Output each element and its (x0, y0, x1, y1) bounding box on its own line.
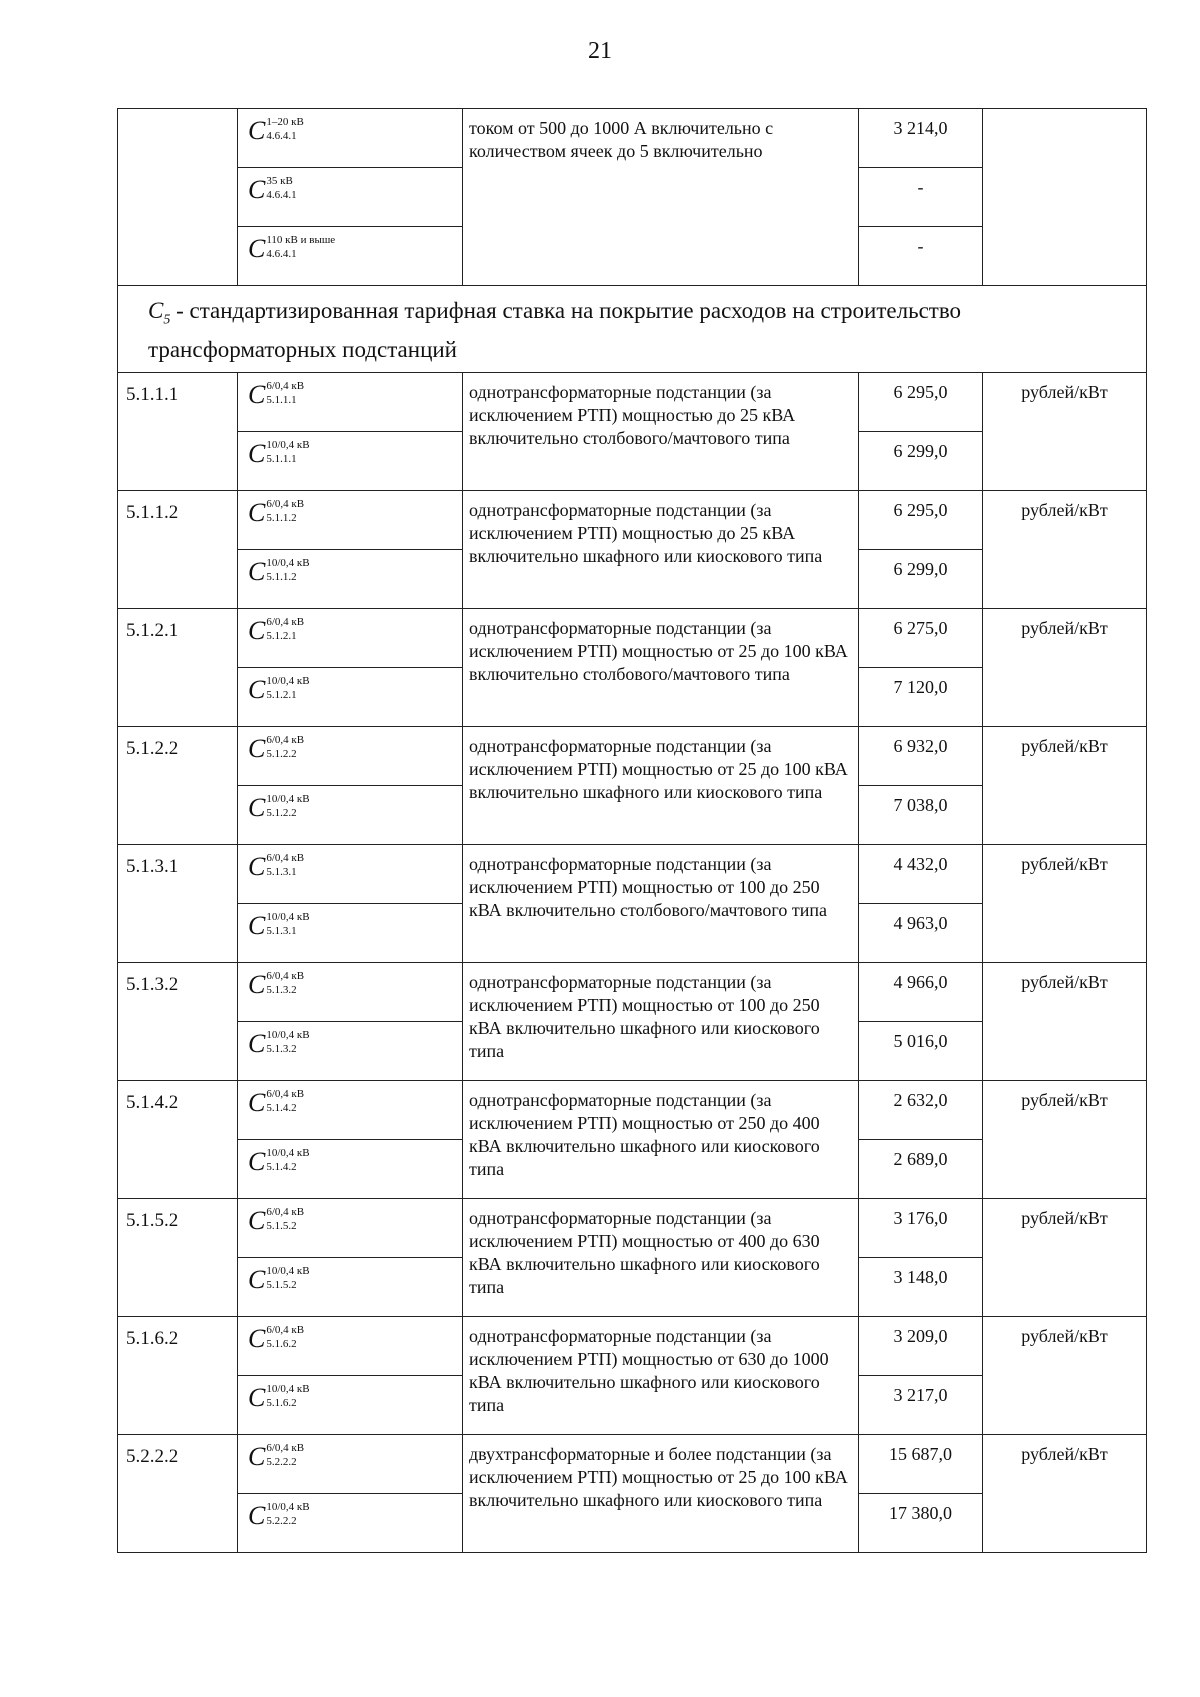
rate-symbol: C 6/0,4 кВ 5.1.2.2 (248, 733, 305, 763)
table-row (118, 1316, 1147, 1375)
rate-value: 6 295,0 (859, 490, 983, 549)
table-row (118, 109, 1147, 168)
rate-symbol-cell (238, 726, 463, 785)
section-row (118, 286, 1147, 373)
rate-symbol-cell (238, 549, 463, 608)
row-unit: рублей/кВт (983, 490, 1147, 608)
symbol-voltage: 35 кВ (266, 175, 293, 187)
rate-symbol-cell (238, 667, 463, 726)
rate-symbol: C 1–20 кВ 4.6.4.1 (248, 116, 304, 145)
table-row (118, 490, 1147, 549)
symbol-index: 5.2.2.2 (266, 1455, 297, 1468)
row-code: 5.1.2.2 (118, 726, 238, 844)
row-code: 5.1.1.1 (118, 372, 238, 490)
row-code: 5.1.4.2 (118, 1080, 238, 1198)
symbol-index: 5.1.1.2 (266, 511, 297, 524)
rate-value: 17 380,0 (859, 1493, 983, 1552)
rate-symbol: C 6/0,4 кВ 5.1.3.1 (248, 851, 305, 881)
rate-symbol-cell (238, 1139, 463, 1198)
rate-symbol: C 6/0,4 кВ 5.1.2.1 (248, 615, 305, 645)
row-unit: рублей/кВт (983, 1080, 1147, 1198)
table-row (118, 962, 1147, 1021)
table-row (118, 1080, 1147, 1139)
rate-value: 7 120,0 (859, 667, 983, 726)
row-code: 5.1.3.2 (118, 962, 238, 1080)
symbol-index: 4.6.4.1 (266, 130, 297, 142)
rate-symbol: C 10/0,4 кВ 5.1.5.2 (248, 1264, 310, 1294)
rate-symbol: C 35 кВ 4.6.4.1 (248, 175, 297, 204)
symbol-index: 5.1.4.2 (266, 1160, 297, 1173)
row-unit: рублей/кВт (983, 1434, 1147, 1552)
tariff-table (117, 108, 1147, 1553)
row-description: однотрансформаторные подстанции (за исключением РТП) мощностью до 25 кВА включительно шкафного или киоскового типа (463, 490, 859, 608)
rate-value: 6 275,0 (859, 608, 983, 667)
rate-value: 2 632,0 (859, 1080, 983, 1139)
symbol-voltage: 10/0,4 кВ (266, 1028, 310, 1041)
rate-symbol-cell (238, 785, 463, 844)
row-description: двухтрансформаторные и более подстанции (за исключением РТП) мощностью от 25 до 100 кВА включительно шкафного или киоскового типа (463, 1434, 859, 1552)
symbol-index: 5.1.3.2 (266, 983, 297, 996)
rate-value: 6 932,0 (859, 726, 983, 785)
symbol-voltage: 6/0,4 кВ (266, 379, 305, 392)
rate-symbol-cell (238, 1434, 463, 1493)
rate-symbol-cell (238, 962, 463, 1021)
rate-value: 3 217,0 (859, 1375, 983, 1434)
symbol-voltage: 6/0,4 кВ (266, 497, 305, 510)
row-description: однотрансформаторные подстанции (за исключением РТП) мощностью от 25 до 100 кВА включительно столбового/мачтового типа (463, 608, 859, 726)
symbol-index: 4.6.4.1 (266, 189, 297, 201)
rate-value: 6 299,0 (859, 431, 983, 490)
symbol-index: 5.1.4.2 (266, 1101, 297, 1114)
symbol-index: 4.6.4.1 (266, 248, 297, 260)
rate-symbol-cell (238, 1316, 463, 1375)
row-description: однотрансформаторные подстанции (за исключением РТП) мощностью от 25 до 100 кВА включительно шкафного или киоскового типа (463, 726, 859, 844)
rate-value: 4 963,0 (859, 903, 983, 962)
rate-value: 15 687,0 (859, 1434, 983, 1493)
table-row (118, 1198, 1147, 1257)
rate-symbol-cell (238, 168, 463, 227)
table-row (118, 372, 1147, 431)
rate-value: 4 432,0 (859, 844, 983, 903)
symbol-index: 5.1.3.1 (266, 924, 297, 937)
row-code: 5.1.2.1 (118, 608, 238, 726)
symbol-voltage: 10/0,4 кВ (266, 674, 310, 687)
rate-symbol-cell (238, 1198, 463, 1257)
rate-value: - (859, 168, 983, 227)
symbol-index: 5.1.2.1 (266, 629, 297, 642)
rate-symbol-cell (238, 608, 463, 667)
symbol-voltage: 10/0,4 кВ (266, 792, 310, 805)
symbol-voltage: 6/0,4 кВ (266, 1441, 305, 1454)
symbol-index: 5.1.1.2 (266, 570, 297, 583)
symbol-voltage: 10/0,4 кВ (266, 1264, 310, 1277)
page-number: 21 (588, 38, 612, 64)
description-cell: током от 500 до 1000 А включительно с количеством ячеек до 5 включительно (463, 109, 859, 286)
row-unit: рублей/кВт (983, 1198, 1147, 1316)
rate-symbol: C 10/0,4 кВ 5.1.2.1 (248, 674, 310, 704)
symbol-voltage: 10/0,4 кВ (266, 1146, 310, 1159)
symbol-voltage: 6/0,4 кВ (266, 969, 305, 982)
row-unit: рублей/кВт (983, 372, 1147, 490)
rate-value: 6 295,0 (859, 372, 983, 431)
symbol-voltage: 110 кВ и выше (266, 234, 336, 246)
row-unit: рублей/кВт (983, 1316, 1147, 1434)
rate-symbol: C 10/0,4 кВ 5.1.6.2 (248, 1382, 310, 1412)
symbol-voltage: 6/0,4 кВ (266, 615, 305, 628)
rate-symbol: C 10/0,4 кВ 5.1.1.2 (248, 556, 310, 586)
symbol-index: 5.1.3.2 (266, 1042, 297, 1055)
code-cell (118, 109, 238, 286)
rate-symbol: C 10/0,4 кВ 5.1.3.1 (248, 910, 310, 940)
rate-value: 3 214,0 (859, 109, 983, 168)
row-code: 5.1.1.2 (118, 490, 238, 608)
row-unit: рублей/кВт (983, 962, 1147, 1080)
rate-symbol: C 6/0,4 кВ 5.1.3.2 (248, 969, 305, 999)
symbol-index: 5.1.2.2 (266, 806, 297, 819)
section-text: - стандартизированная тарифная ставка на покрытие расходов на строительство трансформаторных подстанций (148, 298, 962, 362)
rate-symbol: C 10/0,4 кВ 5.1.2.2 (248, 792, 310, 822)
rate-symbol-cell (238, 1375, 463, 1434)
symbol-index: 5.1.3.1 (266, 865, 297, 878)
rate-symbol: C 6/0,4 кВ 5.1.1.1 (248, 379, 305, 409)
row-description: однотрансформаторные подстанции (за исключением РТП) мощностью от 250 до 400 кВА включительно шкафного или киоскового типа (463, 1080, 859, 1198)
rate-symbol: C 6/0,4 кВ 5.1.4.2 (248, 1087, 305, 1117)
rate-symbol: C 6/0,4 кВ 5.1.1.2 (248, 497, 305, 527)
rate-value: 3 209,0 (859, 1316, 983, 1375)
symbol-index: 5.1.5.2 (266, 1219, 297, 1232)
symbol-index: 5.1.2.2 (266, 747, 297, 760)
table-row (118, 608, 1147, 667)
symbol-index: 5.2.2.2 (266, 1514, 297, 1527)
rate-value: - (859, 227, 983, 286)
row-description: однотрансформаторные подстанции (за исключением РТП) мощностью до 25 кВА включительно столбового/мачтового типа (463, 372, 859, 490)
symbol-index: 5.1.6.2 (266, 1337, 297, 1350)
row-description: однотрансформаторные подстанции (за исключением РТП) мощностью от 100 до 250 кВА включительно столбового/мачтового типа (463, 844, 859, 962)
rate-symbol-cell (238, 109, 463, 168)
table-row (118, 1434, 1147, 1493)
row-code: 5.1.3.1 (118, 844, 238, 962)
rate-symbol-cell (238, 372, 463, 431)
rate-value: 2 689,0 (859, 1139, 983, 1198)
symbol-voltage: 6/0,4 кВ (266, 1205, 305, 1218)
section-symbol-index: 5 (163, 312, 171, 328)
rate-symbol-cell (238, 431, 463, 490)
symbol-index: 5.1.1.1 (266, 393, 297, 406)
rate-symbol-cell (238, 1080, 463, 1139)
section-heading (118, 286, 1147, 373)
rate-symbol: C 10/0,4 кВ 5.2.2.2 (248, 1500, 310, 1530)
symbol-index: 5.1.6.2 (266, 1396, 297, 1409)
rate-value: 4 966,0 (859, 962, 983, 1021)
rate-symbol: C 10/0,4 кВ 5.1.4.2 (248, 1146, 310, 1176)
row-code: 5.1.5.2 (118, 1198, 238, 1316)
symbol-voltage: 10/0,4 кВ (266, 1500, 310, 1513)
row-unit: рублей/кВт (983, 726, 1147, 844)
symbol-voltage: 6/0,4 кВ (266, 1087, 305, 1100)
rate-symbol-cell (238, 844, 463, 903)
rate-symbol-cell (238, 1021, 463, 1080)
row-description: однотрансформаторные подстанции (за исключением РТП) мощностью от 400 до 630 кВА включительно шкафного или киоскового типа (463, 1198, 859, 1316)
symbol-voltage: 1–20 кВ (266, 116, 304, 128)
rate-value: 6 299,0 (859, 549, 983, 608)
rate-symbol-cell (238, 903, 463, 962)
rate-value: 3 176,0 (859, 1198, 983, 1257)
row-unit: рублей/кВт (983, 608, 1147, 726)
symbol-index: 5.1.5.2 (266, 1278, 297, 1291)
rate-value: 7 038,0 (859, 785, 983, 844)
symbol-voltage: 10/0,4 кВ (266, 910, 310, 923)
rate-value: 3 148,0 (859, 1257, 983, 1316)
tariff-table-body (118, 109, 1147, 1553)
rate-symbol: C 110 кВ и выше 4.6.4.1 (248, 234, 336, 263)
row-code: 5.2.2.2 (118, 1434, 238, 1552)
symbol-index: 5.1.1.1 (266, 452, 297, 465)
rate-symbol: C 6/0,4 кВ 5.1.6.2 (248, 1323, 305, 1353)
table-row (118, 844, 1147, 903)
rate-symbol: C 6/0,4 кВ 5.2.2.2 (248, 1441, 305, 1471)
symbol-voltage: 6/0,4 кВ (266, 733, 305, 746)
row-unit: рублей/кВт (983, 844, 1147, 962)
row-code: 5.1.6.2 (118, 1316, 238, 1434)
symbol-voltage: 6/0,4 кВ (266, 851, 305, 864)
symbol-index: 5.1.2.1 (266, 688, 297, 701)
rate-symbol-cell (238, 1493, 463, 1552)
symbol-voltage: 10/0,4 кВ (266, 1382, 310, 1395)
unit-cell (983, 109, 1147, 286)
table-row (118, 726, 1147, 785)
rate-symbol-cell (238, 1257, 463, 1316)
row-description: однотрансформаторные подстанции (за исключением РТП) мощностью от 630 до 1000 кВА включительно шкафного или киоскового типа (463, 1316, 859, 1434)
symbol-voltage: 10/0,4 кВ (266, 556, 310, 569)
section-symbol: C (148, 298, 164, 323)
rate-symbol: C 6/0,4 кВ 5.1.5.2 (248, 1205, 305, 1235)
symbol-voltage: 10/0,4 кВ (266, 438, 310, 451)
rate-symbol: C 10/0,4 кВ 5.1.3.2 (248, 1028, 310, 1058)
rate-symbol-cell (238, 490, 463, 549)
symbol-voltage: 6/0,4 кВ (266, 1323, 305, 1336)
rate-symbol: C 10/0,4 кВ 5.1.1.1 (248, 438, 310, 468)
row-description: однотрансформаторные подстанции (за исключением РТП) мощностью от 100 до 250 кВА включительно шкафного или киоскового типа (463, 962, 859, 1080)
rate-value: 5 016,0 (859, 1021, 983, 1080)
rate-symbol-cell (238, 227, 463, 286)
